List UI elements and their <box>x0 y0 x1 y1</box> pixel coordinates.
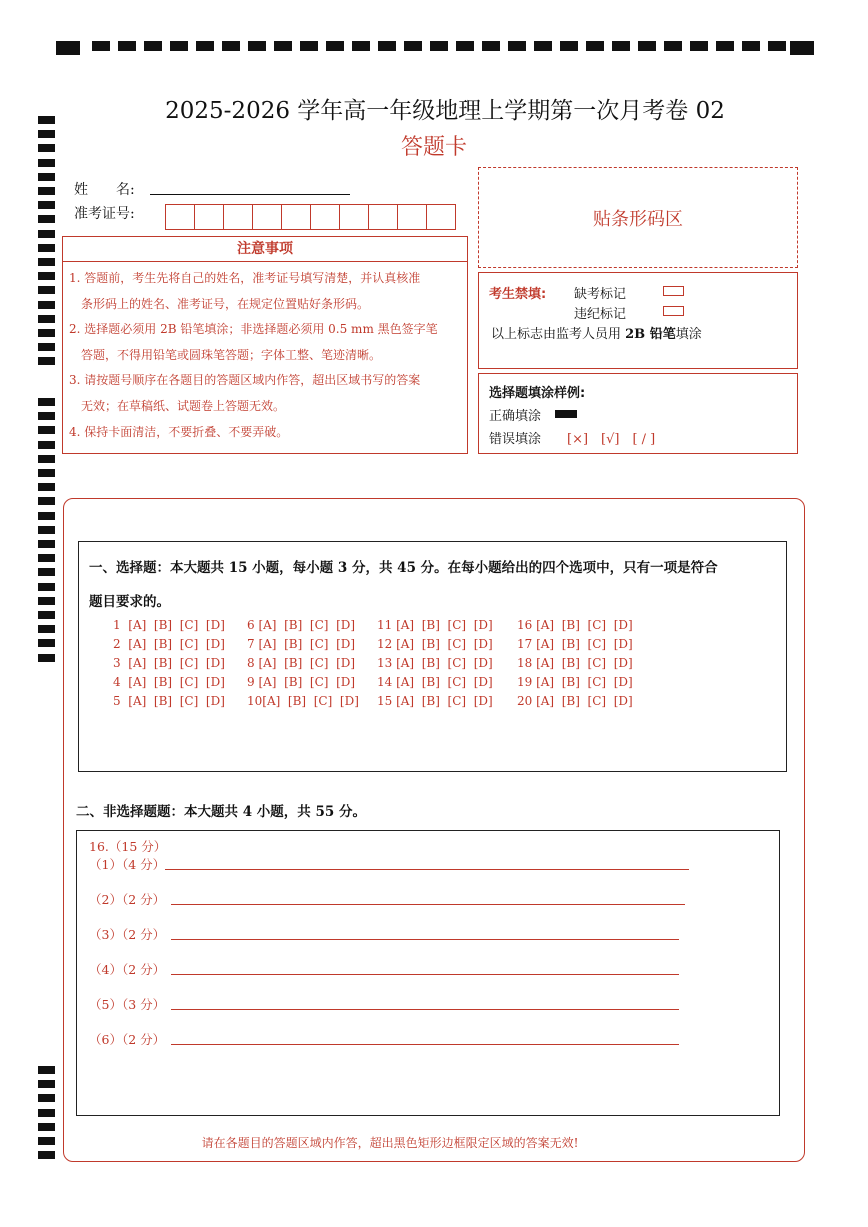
timing-mark <box>38 244 55 252</box>
id-digit-box[interactable] <box>397 204 427 230</box>
timing-mark <box>38 1109 55 1117</box>
answer-part-label: （5）（3 分） <box>89 997 166 1012</box>
timing-mark <box>352 41 370 51</box>
timing-mark <box>586 41 604 51</box>
timing-mark <box>38 625 55 633</box>
timing-mark <box>196 41 214 51</box>
choice-question-row[interactable]: 11 [A] [B] [C] [D] <box>377 618 493 632</box>
timing-mark <box>38 1151 55 1159</box>
timing-marks-side <box>0 0 60 1227</box>
choice-question-row[interactable]: 14 [A] [B] [C] [D] <box>377 675 493 689</box>
choice-question-row[interactable]: 18 [A] [B] [C] [D] <box>517 656 633 670</box>
choice-question-row[interactable]: 13 [A] [B] [C] [D] <box>377 656 493 670</box>
timing-marks-top <box>56 41 814 55</box>
choice-question-row[interactable]: 8 [A] [B] [C] [D] <box>247 656 356 670</box>
timing-mark <box>38 483 55 491</box>
timing-mark <box>38 258 55 266</box>
timing-mark <box>38 568 55 576</box>
timing-mark <box>38 1066 55 1074</box>
timing-mark <box>38 343 55 351</box>
timing-mark <box>248 41 266 51</box>
timing-mark <box>38 441 55 449</box>
answer-line[interactable] <box>171 1044 679 1045</box>
timing-mark <box>38 611 55 619</box>
timing-mark <box>38 654 55 662</box>
choice-question-row[interactable]: 20 [A] [B] [C] [D] <box>517 694 633 708</box>
fill-sample-box <box>478 373 798 454</box>
answer-line[interactable] <box>171 1009 679 1010</box>
timing-mark <box>404 41 422 51</box>
timing-mark <box>38 426 55 434</box>
id-digit-box[interactable] <box>426 204 456 230</box>
answer-line[interactable] <box>171 904 685 905</box>
timing-mark <box>38 469 55 477</box>
barcode-label: 贴条形码区 <box>593 208 683 230</box>
timing-mark <box>38 272 55 280</box>
id-digit-box[interactable] <box>252 204 282 230</box>
timing-mark <box>38 597 55 605</box>
timing-mark <box>38 201 55 209</box>
timing-mark <box>38 540 55 548</box>
timing-mark <box>38 215 55 223</box>
timing-mark <box>378 41 396 51</box>
answer-part-label: （2）（2 分） <box>89 892 166 907</box>
choice-question-row[interactable]: 9 [A] [B] [C] [D] <box>247 675 356 689</box>
notice-item: 4. 保持卡面清洁，不要折叠、不要弄破。 <box>69 424 289 439</box>
page-title: 2025-2026 学年高一年级地理上学期第一次月考卷 02 <box>165 98 725 124</box>
timing-mark <box>482 41 500 51</box>
barcode-area <box>478 167 798 268</box>
timing-mark <box>790 41 814 55</box>
id-digit-box[interactable] <box>165 204 195 230</box>
choice-section <box>78 541 787 772</box>
timing-mark <box>690 41 708 51</box>
timing-mark <box>38 497 55 505</box>
timing-mark <box>38 286 55 294</box>
answer-line-row[interactable] <box>89 960 769 980</box>
timing-mark <box>38 583 55 591</box>
timing-mark <box>38 329 55 337</box>
answer-line[interactable] <box>171 974 679 975</box>
timing-mark <box>534 41 552 51</box>
choice-question-row[interactable]: 15 [A] [B] [C] [D] <box>377 694 493 708</box>
filled-bubble-sample <box>555 410 577 418</box>
choice-question-row[interactable]: 17 [A] [B] [C] [D] <box>517 637 633 651</box>
choice-question-row[interactable]: 12 [A] [B] [C] [D] <box>377 637 493 651</box>
timing-mark <box>170 41 188 51</box>
choice-question-row[interactable]: 7 [A] [B] [C] [D] <box>247 637 356 651</box>
timing-mark <box>38 1094 55 1102</box>
timing-mark <box>38 357 55 365</box>
answer-part-label: （1）（4 分） <box>89 857 166 872</box>
answer-part-label: （4）（2 分） <box>89 962 166 977</box>
timing-mark <box>716 41 734 51</box>
choice-question-row[interactable]: 2 [A] [B] [C] [D] <box>113 637 225 651</box>
timing-mark <box>612 41 630 51</box>
notice-item: 答题，不得用铅笔或圆珠笔答题；字体工整、笔迹清晰。 <box>69 347 382 362</box>
timing-mark <box>456 41 474 51</box>
notice-item: 1. 答题前，考生先将自己的姓名，准考证号填写清楚，并认真核准 <box>69 271 421 285</box>
id-label: 准考证号: <box>74 206 135 222</box>
page-subtitle: 答题卡 <box>400 135 467 160</box>
timing-mark <box>222 41 240 51</box>
timing-mark <box>274 41 292 51</box>
examinee-restricted-box <box>478 272 798 369</box>
answer-line-row[interactable] <box>89 1030 769 1050</box>
answer-line[interactable] <box>171 939 679 940</box>
notice-item: 2. 选择题必须用 2B 铅笔填涂；非选择题必须用 0.5 mm 黑色签字笔 <box>69 322 438 337</box>
timing-mark <box>560 41 578 51</box>
id-digit-box[interactable] <box>281 204 311 230</box>
timing-mark <box>742 41 760 51</box>
choice-question-row[interactable]: 10[A] [B] [C] [D] <box>247 694 359 708</box>
timing-mark <box>38 1080 55 1088</box>
choice-question-row[interactable]: 1 [A] [B] [C] [D] <box>113 618 225 632</box>
notice-title: 注意事项 <box>63 237 467 262</box>
timing-mark <box>38 230 55 238</box>
restricted-note: 以上标志由监考人员用 2B 铅笔填涂 <box>491 327 702 342</box>
violation-mark-box[interactable] <box>663 306 684 316</box>
notice-item: 3. 请按题号顺序在各题目的答题区域内作答，超出区域书写的答案 <box>69 373 421 388</box>
answer-line-row[interactable] <box>89 890 769 910</box>
name-field[interactable] <box>150 194 350 195</box>
choice-question-row[interactable]: 5 [A] [B] [C] [D] <box>113 694 225 708</box>
id-digit-box[interactable] <box>339 204 369 230</box>
absent-mark-box[interactable] <box>663 286 684 296</box>
choice-section-title: 一、选择题：本大题共 15 小题，每小题 3 分，共 45 分。在每小题给出的四个选项中，只有一项是符合 <box>89 560 718 576</box>
timing-mark <box>768 41 786 51</box>
choice-question-row[interactable]: 6 [A] [B] [C] [D] <box>247 618 356 632</box>
timing-mark <box>38 526 55 534</box>
id-number-boxes[interactable] <box>166 204 456 230</box>
notice-item: 无效；在草稿纸、试题卷上答题无效。 <box>69 398 286 413</box>
timing-mark <box>38 455 55 463</box>
answer-part-label: （3）（2 分） <box>89 927 166 942</box>
nonchoice-section-title: 二、非选择题题：本大题共 4 小题，共 55 分。 <box>76 804 366 820</box>
name-label: 姓 名: <box>74 182 135 198</box>
answer-line-row[interactable] <box>89 925 769 945</box>
timing-mark <box>38 315 55 323</box>
timing-mark <box>38 412 55 420</box>
timing-mark <box>38 512 55 520</box>
choice-question-row[interactable]: 19 [A] [B] [C] [D] <box>517 675 633 689</box>
timing-mark <box>326 41 344 51</box>
timing-mark <box>664 41 682 51</box>
timing-mark <box>38 301 55 309</box>
footer-warning: 请在各题目的答题区域内作答，超出黑色矩形边框限定区域的答案无效! <box>201 1136 579 1150</box>
notice-box <box>62 236 468 454</box>
wrong-label: 错误填涂 <box>489 432 542 447</box>
answer-line[interactable] <box>165 869 689 870</box>
timing-mark <box>38 173 55 181</box>
timing-mark <box>144 41 162 51</box>
timing-mark <box>92 41 110 51</box>
timing-mark <box>38 554 55 562</box>
id-digit-box[interactable] <box>194 204 224 230</box>
choice-question-row[interactable]: 4 [A] [B] [C] [D] <box>113 675 225 689</box>
timing-mark <box>430 41 448 51</box>
timing-mark <box>300 41 318 51</box>
id-digit-box[interactable] <box>310 204 340 230</box>
timing-mark <box>508 41 526 51</box>
question-16-header: 16.（15 分） <box>89 839 167 854</box>
choice-question-row[interactable]: 16 [A] [B] [C] [D] <box>517 618 633 632</box>
timing-mark <box>118 41 136 51</box>
id-digit-box[interactable] <box>368 204 398 230</box>
wrong-marks: [×] [√] [ / ] <box>567 432 656 447</box>
timing-mark <box>38 639 55 647</box>
restricted-title: 考生禁填: <box>489 287 547 302</box>
nonchoice-answer-box[interactable] <box>76 830 780 1116</box>
choice-question-row[interactable]: 3 [A] [B] [C] [D] <box>113 656 225 670</box>
id-digit-box[interactable] <box>223 204 253 230</box>
absent-label: 缺考标记 <box>574 287 627 302</box>
correct-label: 正确填涂 <box>489 409 542 424</box>
timing-mark <box>638 41 656 51</box>
notice-item: 条形码上的姓名、准考证号，在规定位置贴好条形码。 <box>69 296 370 311</box>
answer-line-row[interactable] <box>89 855 769 875</box>
sample-title: 选择题填涂样例: <box>489 386 586 401</box>
violation-label: 违纪标记 <box>574 307 627 322</box>
answer-part-label: （6）（2 分） <box>89 1032 166 1047</box>
answer-line-row[interactable] <box>89 995 769 1015</box>
timing-mark <box>38 398 55 406</box>
choice-section-title-cont: 题目要求的。 <box>89 594 170 610</box>
timing-mark <box>38 1123 55 1131</box>
timing-mark <box>38 187 55 195</box>
